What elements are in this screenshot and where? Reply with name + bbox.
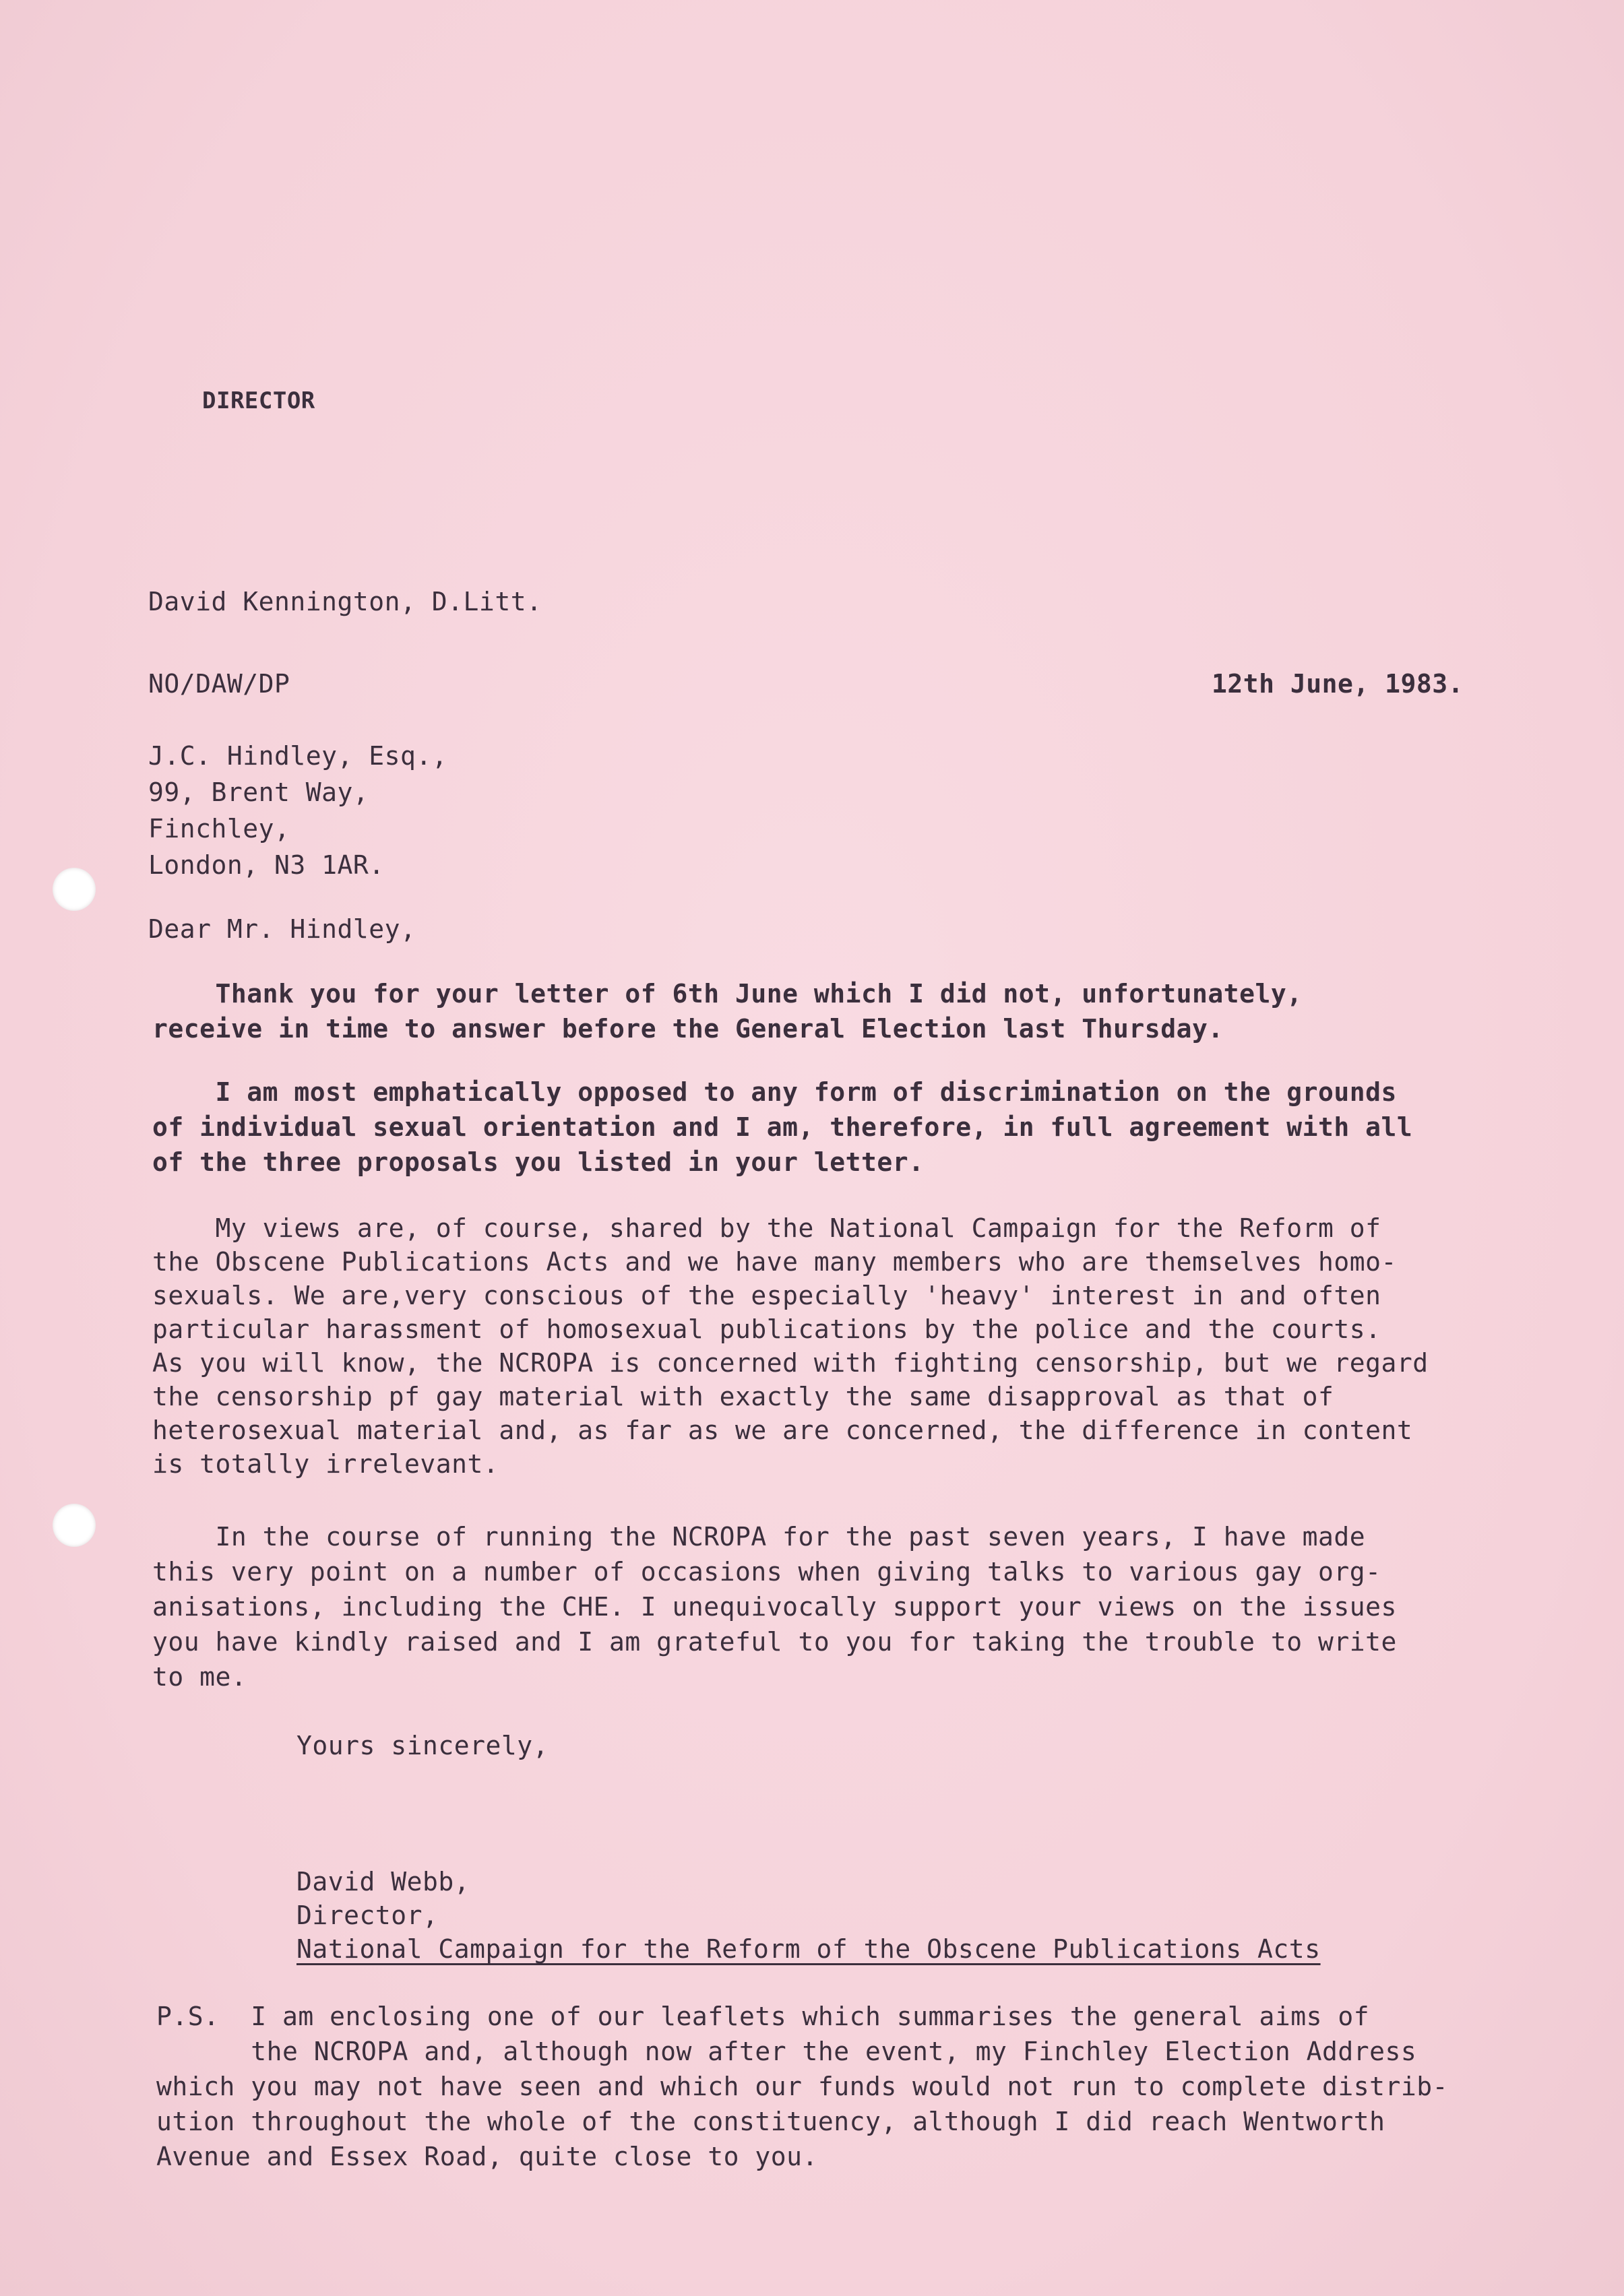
paragraph-line: I am most emphatically opposed to any form of discrimination on the grounds [152, 1077, 1397, 1107]
letter-date: 12th June, 1983. [1212, 669, 1464, 699]
paragraph-line: sexuals. We are,very conscious of the especially 'heavy' interest in and often [152, 1281, 1381, 1310]
paragraph-line: the censorship pf gay material with exactly the same disapproval as that of [152, 1382, 1334, 1411]
paragraph-line: the Obscene Publications Acts and we have many members who are themselves homo- [152, 1247, 1397, 1277]
signatory-title: Director, [296, 1901, 439, 1930]
paragraph-line: In the course of running the NCROPA for the past seven years, I have made [152, 1522, 1366, 1552]
paragraph-line: of the three proposals you listed in your letter. [152, 1147, 925, 1177]
paragraph-line: As you will know, the NCROPA is concerned with fighting censorship, but we regard [152, 1348, 1429, 1378]
punch-hole-top [53, 868, 96, 911]
paragraph-line: receive in time to answer before the General Election last Thursday. [152, 1014, 1224, 1044]
postscript-line: Avenue and Essex Road, quite close to you. [156, 2142, 818, 2171]
paragraph-line: is totally irrelevant. [152, 1449, 499, 1479]
paragraph-line: of individual sexual orientation and I am, therefore, in full agreement with all [152, 1112, 1413, 1142]
salutation: Dear Mr. Hindley, [148, 914, 416, 944]
postscript-line: P.S. I am enclosing one of our leaflets which summarises the general aims of [156, 2002, 1370, 2031]
paragraph-line: heterosexual material and, as far as we are concerned, the difference in content [152, 1415, 1413, 1445]
paragraph-line: Thank you for your letter of 6th June which I did not, unfortunately, [152, 979, 1303, 1009]
reference-code: NO/DAW/DP [148, 669, 290, 699]
recipient-line: J.C. Hindley, Esq., [148, 741, 448, 771]
organisation-name: National Campaign for the Reform of the Obscene Publications Acts [296, 1934, 1321, 1964]
paragraph-line: this very point on a number of occasions when giving talks to various gay org- [152, 1557, 1381, 1587]
postscript-line: the NCROPA and, although now after the event, my Finchley Election Address [156, 2037, 1417, 2066]
recipient-line: 99, Brent Way, [148, 777, 369, 807]
paragraph-line: to me. [152, 1662, 247, 1692]
paragraph-line: you have kindly raised and I am grateful to you for taking the trouble to write [152, 1627, 1397, 1657]
paragraph-line: particular harassment of homosexual publications by the police and the courts. [152, 1314, 1381, 1344]
header-director: DIRECTOR [202, 387, 315, 414]
postscript-line: ution throughout the whole of the constituency, although I did reach Wentworth [156, 2107, 1385, 2136]
postscript-line: which you may not have seen and which our funds would not run to complete distrib- [156, 2072, 1448, 2101]
sender-name: David Kennington, D.Litt. [148, 587, 542, 616]
signatory-name: David Webb, [296, 1867, 470, 1896]
recipient-line: London, N3 1AR. [148, 850, 385, 880]
recipient-line: Finchley, [148, 814, 290, 843]
paragraph-line: anisations, including the CHE. I unequivocally support your views on the issues [152, 1592, 1397, 1622]
closing: Yours sincerely, [296, 1731, 549, 1760]
paragraph-line: My views are, of course, shared by the National Campaign for the Reform of [152, 1213, 1381, 1243]
punch-hole-bottom [53, 1504, 96, 1547]
